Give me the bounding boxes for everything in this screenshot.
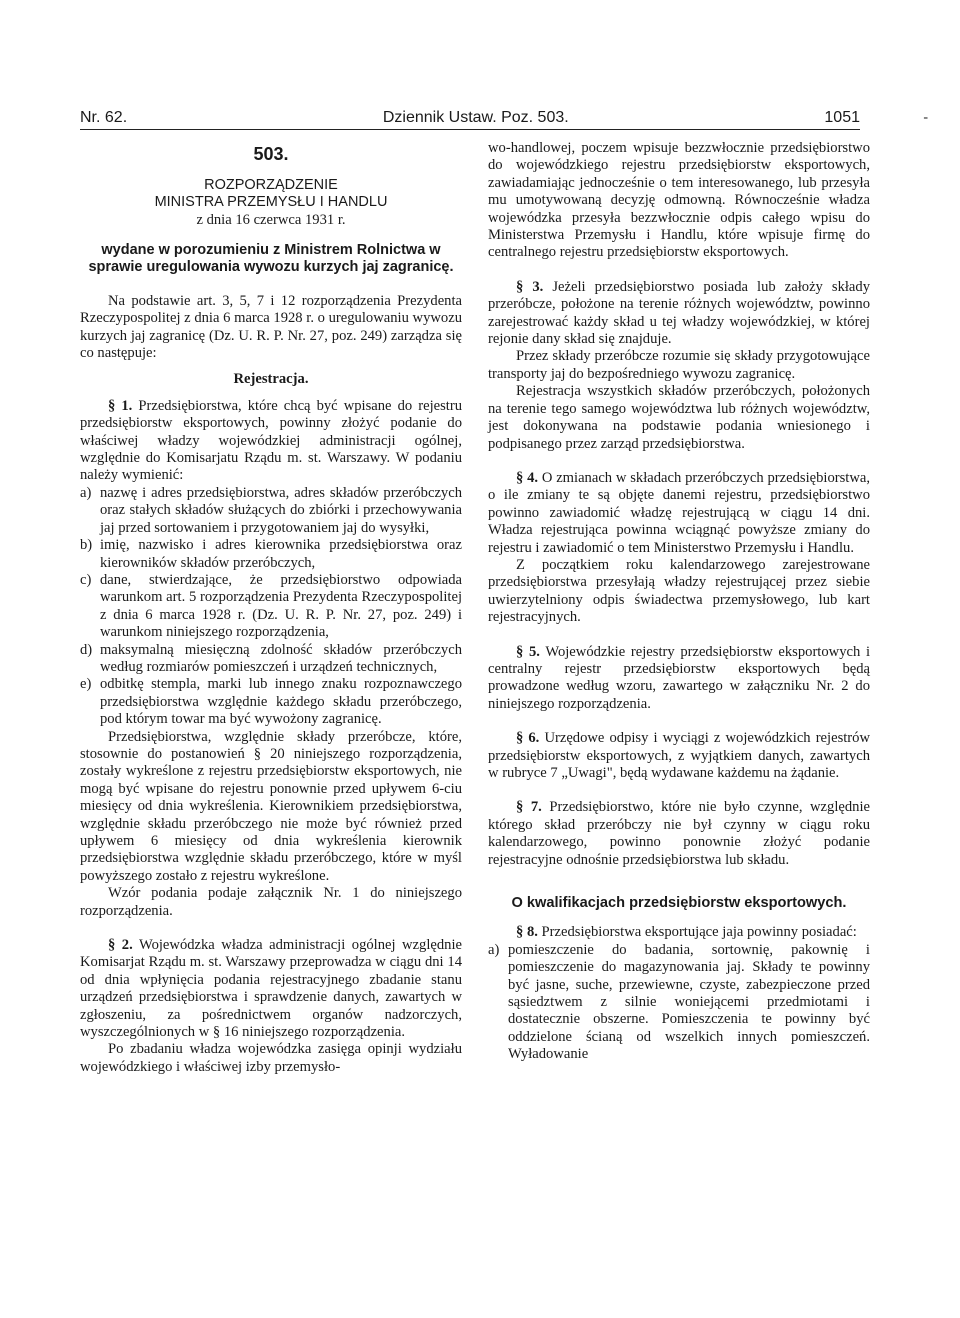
- header-rule: [80, 129, 860, 130]
- list-item: b) imię, nazwisko i adres kierownika przedsiębiorstwa oraz kierowników składów przeróbczych,: [80, 537, 462, 571]
- list-item: c) dane, stwierdzające, że przedsiębiorstwo odpowiada warunkom art. 5 rozporządzenia Prezydenta Rzeczypospolitej z dnia 6 marca 1928 r. (Dz. U. R. P. Nr. 27, poz. 249) i warunkom niniejszego rozporządzenia,: [80, 571, 462, 641]
- act-date: z dnia 16 czerwca 1931 r.: [196, 212, 346, 229]
- page-number: 1051: [824, 109, 860, 126]
- section-mark-6: § 6.: [516, 730, 540, 747]
- title-line-1: ROZPORZĄDZENIE: [204, 177, 338, 194]
- paragraph-2: § 2. Wojewódzka władza administracji ogólnej względnie Komisarjat Rządu m. st. Warszawy przeprowadza w ciągu dni 14 od dnia wpłynięcia podania rejestracyjnego zbadanie stanu urządzeń przedsiębiorstwa i sprawdzenie danych, zawartych w zgłoszeniu, za pośrednictwem organów nadzorczych, wyszczególnionych w § 16 niniejszego rozporządzenia.: [80, 937, 463, 1041]
- paragraph-4: § 4. O zmianach w składach przeróbczych przedsiębiorstwa, o ile zmiany te są objęte danemi rejestru, przedsiębiorstwo powinno zawiadomić władzę rejestrującą w ciągu 14 dni. Władza rejestrująca powinna wciągnąć powyższe zmiany do rejestru i zawiadomić o tem Ministerstwo Przemysłu i Handlu.: [488, 469, 871, 556]
- paragraph-deleted-entries: Przedsiębiorstwa, względnie składy przeróbcze, które, stosownie do postanowień § 20 niniejszego rozporządzenia, zostały wykreślone z rejestru przedsiębiorstw eksportowych, nie mogą być wpisane do rejestru ponownie przed upływem 6-ciu miesięcy od dnia wykreślenia. Kierownikiem przedsiębiorstwa, względnie składu przeróbczego nie może być również przed upływem 6 miesięcy od dnia wykreślenia kierownik przedsiębiorstwa względnie składu przeróbczego, które w myśl powyższego zostało z rejestru wykreślone.: [80, 728, 462, 884]
- paragraph-1-text: Przedsiębiorstwa, które chcą być wpisane do rejestru przedsiębiorstw eksportowych, powinny złożyć podanie do właściwej władzy wojewódzkiej administracji ogólnej, względnie do Komisarjatu Rządu m. st. Warszawy. W podaniu należy wymienić:: [80, 397, 462, 484]
- page-header: [80, 103, 860, 127]
- section-heading-qualifications: O kwalifikacjach przedsiębiorstw eksportowych.: [511, 895, 847, 912]
- preamble: Na podstawie art. 3, 5, 7 i 12 rozporządzenia Prezydenta Rzeczypospolitej z dnia 6 marca 1928 r. o uregulowaniu wywozu kurzych jaj zagranicę (Dz. U. R. P. Nr. 27, poz. 249) zarządza się co następuje:: [80, 292, 462, 362]
- right-column: [488, 140, 870, 1076]
- section-mark-1: § 1.: [108, 397, 133, 414]
- columns: [80, 140, 870, 1076]
- paragraph-4b: Z początkiem roku kalendarzowego zarejestrowane przedsiębiorstwa przesyłają władzy rejestrującej przez siebie uwierzytelniony odpis świadectwa przemysłowego, lub kart rejestracyjnych.: [488, 556, 870, 626]
- paragraph-6: § 6. Urzędowe odpisy i wyciągi z wojewódzkich rejestrów przedsiębiorstw eksportowych, z wyjątkiem danych, zawartych w rubryce 7 „Uwagi", będą wydawane każdemu na żądanie.: [488, 730, 870, 781]
- issue-number: Nr. 62.: [80, 109, 128, 126]
- journal-title: Dziennik Ustaw. Poz. 503.: [382, 109, 569, 126]
- paragraph-5: § 5. Wojewódzkie rejestry przedsiębiorstw eksportowych i centralny rejestr przedsiębiorstw eksportowych będą prowadzone według wzoru, zawartego w załączniku Nr. 2 do niniejszego rozporządzenia.: [488, 643, 870, 712]
- paragraph-3b: Przez składy przeróbcze rozumie się składy przygotowujące transporty jaj do bezpośredniego wywozu zagranicę.: [488, 348, 870, 382]
- list-item: a) nazwę i adres przedsiębiorstwa, adres składów przeróbczych oraz stałych składów służących do zbiórki i przechowywania jaj przed sortowaniem i przygotowaniem jaj do wysyłki,: [80, 484, 462, 536]
- list-item: e) odbitkę stempla, marki lub innego znaku rozpoznawczego przedsiębiorstwa względnie każdego składu przeróbczego, pod którym towar ma być wywożony zagranicę.: [80, 676, 462, 728]
- left-column: [80, 140, 462, 1076]
- paragraph-form: Wzór podania podaje załącznik Nr. 1 do niniejszego rozporządzenia.: [80, 885, 462, 919]
- paragraph-7: § 7. Przedsiębiorstwo, które nie było czynne, względnie którego skład przeróbczy nie był czynny w ciągu roku kalendarzowego, powinno ponownie złożyć podanie rejestracyjne odnośnie przedsiębiorstwa lub składu.: [488, 799, 870, 868]
- paragraph-8: § 8. Przedsiębiorstwa eksportujące jaja powinny posiadać:: [516, 924, 857, 941]
- paragraph-1: [80, 398, 462, 485]
- position-number: 503.: [253, 144, 289, 164]
- section-mark-7: § 7.: [516, 799, 542, 816]
- margin-mark: -: [923, 110, 928, 125]
- title-line-2: MINISTRA PRZEMYSŁU I HANDLU: [154, 194, 388, 211]
- section-mark-8: § 8.: [516, 924, 538, 941]
- section-mark-2: § 2.: [108, 937, 133, 954]
- section-heading-registration: Rejestracja.: [233, 371, 309, 388]
- list-item: a) pomieszczenie do badania, sortownię, pakownię i pomieszczenie do magazynowania jaj. Składy te powinny być jasne, suche, przewiewne, czyste, zabezpieczone przed sąsiedztwem z silnie woniejącemi przedmiotami i dostatecznie obszerne. Pomieszczenia te powinny być oddzielone ścianą od wszelkich innych pomieszczeń. Wyładowanie: [488, 941, 870, 1063]
- list-item: d) maksymalną miesięczną zdolność składów przeróbczych według rozmiarów pomieszczeń i urządzeń technicznych,: [80, 641, 462, 675]
- paragraph-3c: Rejestracja wszystkich składów przeróbczych, położonych na terenie tego samego województwa lub różnych województw, jest dokonywana na podstawie podania wniesionego i podpisanego przez zarząd przedsiębiorstwa.: [488, 383, 870, 452]
- paragraph-opinion: Po zbadaniu władza wojewódzka zasięga opinji wydziału wojewódzkiego i właściwej izby przemysło-: [80, 1041, 462, 1075]
- act-subtitle: wydane w porozumieniu z Ministrem Rolnictwa w sprawie uregulowania wywozu kurzych jaj zagranicę.: [88, 241, 454, 275]
- paragraph-3: § 3. Jeżeli przedsiębiorstwo posiada lub założy składy przeróbcze, położone na terenie różnych województw, powinno zarejestrować każdy skład u tej władzy wojewódzkiej, w której rejonie dany skład się znajduje.: [488, 278, 870, 348]
- section-mark-5: § 5.: [516, 643, 540, 660]
- paragraph-continued: wo-handlowej, poczem wpisuje bezzwłocznie przedsiębiorstwo do wojewódzkiego rejestru przedsiębiorstw eksportowych, zawiadamiając jednocześnie o tem interesowanego, lub przesyła mu umotywowaną decyzję odmowną. Równocześnie władza wojewódzka przesyła bezzwłocznie odpis całego wpisu do Ministerstwa Przemysłu i Handlu, które wpisuje firmę do centralnego rejestru przedsiębiorstw eksportowych.: [488, 140, 870, 261]
- section-mark-4: § 4.: [516, 469, 539, 486]
- section-mark-3: § 3.: [516, 278, 544, 295]
